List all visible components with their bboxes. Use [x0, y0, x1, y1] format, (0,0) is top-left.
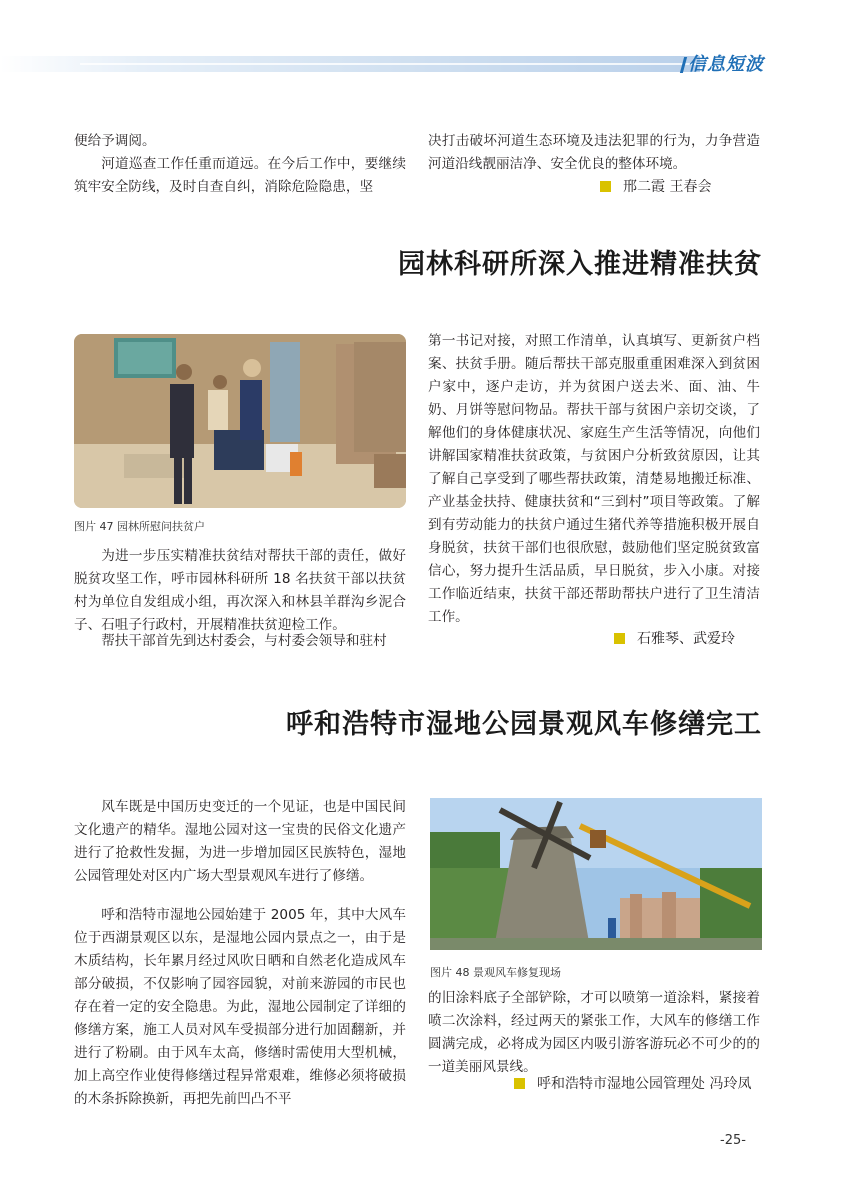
article0-left-p2: 河道巡查工作任重而道远。在今后工作中，要继续筑牢安全防线，及时自查自纠，消除危险隐患，坚	[74, 156, 406, 195]
article1-photo	[74, 334, 406, 508]
author-square-icon	[614, 633, 625, 644]
article2-left-p2: 呼和浩特市湿地公园始建于 2005 年，其中大风车位于西湖景观区以东，是湿地公园内景点之一，由于是木质结构，长年累月经过风吹日晒和自然老化造成风车部分破损，不仅影响了园容园貌，对前来游园的市民也存在着一定的安全隐患。为此，湿地公园制定了详细的修缮方案，施工人员对风车受损部分进行加固翻新，并进行了粉刷。由于风车太高，修缮时需使用大型机械，加上高空作业使得修缮过程异常艰难，维修必须将破损的木条拆除换新，再把先前凹凸不平	[74, 907, 406, 1107]
windmill-repair-photo-image	[430, 798, 762, 950]
page-number: -25-	[720, 1133, 746, 1148]
author-name: 呼和浩特市湿地公园管理处 冯玲凤	[537, 1076, 752, 1092]
author-name: 石雅琴、武爱玲	[637, 631, 735, 647]
article1-left-p2: 帮扶干部首先到达村委会，与村委会领导和驻村	[101, 633, 387, 649]
article2-photo-caption: 图片 48 景观风车修复现场	[430, 966, 561, 979]
article2-title: 呼和浩特市湿地公园景观风车修缮完工	[286, 709, 762, 740]
article0-left-p1: 便给予调阅。	[74, 133, 156, 149]
article0-right-p1: 决打击破坏河道生态环境及违法犯罪的行为，力争营造河道沿线靓丽洁净、安全优良的整体环境。	[428, 133, 760, 172]
article1-author	[614, 629, 735, 649]
article1-right-p1: 第一书记对接，对照工作清单，认真填写、更新贫户档案、扶贫手册。随后帮扶干部克服重重困难深入到贫困户家中，逐户走访，并为贫困户送去米、面、油、牛奶、月饼等慰问物品。帮扶干部与贫困户亲切交谈，了解他们的身体健康状况、家庭生产生活等情况，向他们讲解国家精准扶贫政策，与贫困户分析致贫原因，让其了解自己享受到了哪些帮扶政策，清楚易地搬迁标准、产业基金扶持、健康扶贫和“三到村”项目等政策。了解到有劳动能力的扶贫户通过生猪代养等措施积极开展自身脱贫，扶贫干部们也很欣慰，鼓励他们坚定脱贫致富信心，努力提升生活品质，早日脱贫，步入小康。对接工作临近结束，扶贫干部还帮助帮扶户进行了卫生清洁工作。	[428, 333, 760, 625]
article0-author	[600, 177, 711, 197]
article1-photo-caption: 图片 47 园林所慰问扶贫户	[74, 520, 205, 533]
article1-left-p1: 为进一步压实精准扶贫结对帮扶干部的责任，做好脱贫攻坚工作，呼市园林科研所 18 名扶贫干部以扶贫村为单位自发组成小组，再次深入和林县羊群沟乡泥合子、石咀子行政村，开展精准扶贫迎检工作。	[74, 548, 406, 633]
author-square-icon	[514, 1078, 525, 1089]
section-tag: 信息短波	[688, 54, 764, 75]
author-name: 邢二霞 王春会	[623, 179, 712, 195]
author-square-icon	[600, 181, 611, 192]
article2-left-p1: 风车既是中国历史变迁的一个见证，也是中国民间文化遗产的精华。湿地公园对这一宝贵的民俗文化遗产进行了抢救性发掘，为进一步增加园区民族特色，湿地公园管理处对区内广场大型景观风车进行了修缮。	[74, 799, 406, 884]
poverty-visit-photo-image	[74, 334, 406, 508]
header-divider	[80, 63, 700, 65]
article2-right-p1: 的旧涂料底子全部铲除，才可以喷第一道涂料，紧接着喷二次涂料，经过两天的紧张工作，大风车的修缮工作圆满完成，必将成为园区内吸引游客游玩必不可少的的一道美丽风景线。	[428, 990, 760, 1075]
article2-author	[514, 1074, 751, 1094]
article1-title: 园林科研所深入推进精准扶贫	[398, 249, 762, 280]
article2-photo	[430, 798, 762, 950]
